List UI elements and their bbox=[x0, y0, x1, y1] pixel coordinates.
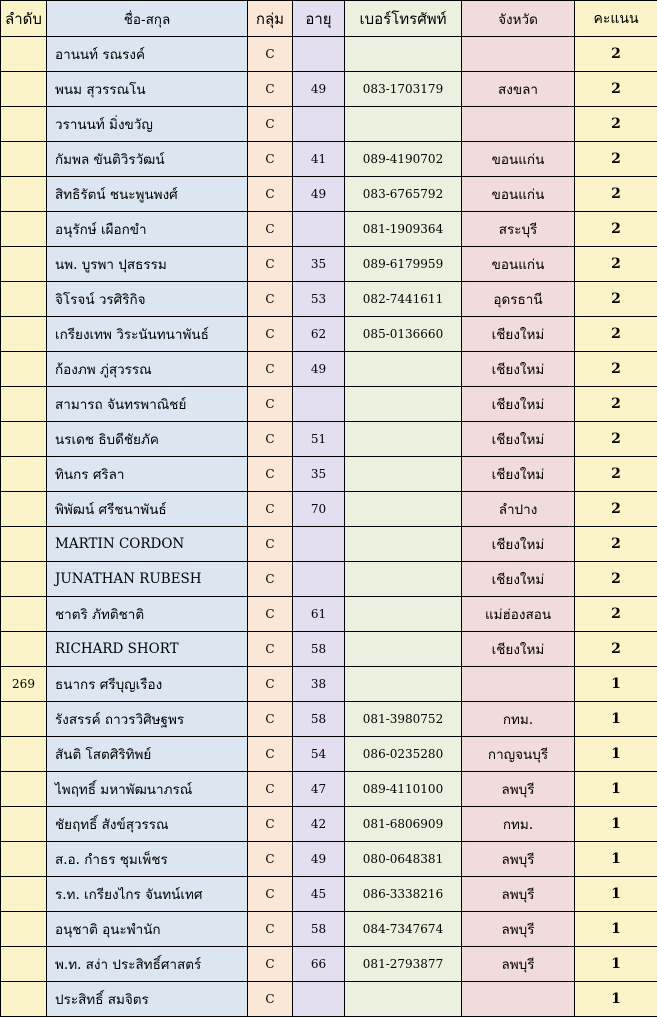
table-row bbox=[1, 72, 657, 107]
score-cell: 1 bbox=[575, 807, 657, 842]
province-cell bbox=[462, 982, 575, 1017]
phone-cell: 081-1909364 bbox=[345, 212, 462, 247]
name-cell: เกรียงเทพ วิระนันทนาพันธ์ bbox=[47, 317, 248, 352]
phone-cell bbox=[345, 352, 462, 387]
name-cell: JUNATHAN RUBESH bbox=[47, 562, 248, 597]
row-number-cell bbox=[1, 562, 47, 597]
phone-cell bbox=[345, 527, 462, 562]
province-cell bbox=[462, 107, 575, 142]
phone-cell: 080-0648381 bbox=[345, 842, 462, 877]
row-number-cell bbox=[1, 72, 47, 107]
row-number-cell bbox=[1, 317, 47, 352]
group-cell: C bbox=[248, 667, 293, 702]
group-cell: C bbox=[248, 177, 293, 212]
age-cell bbox=[293, 527, 345, 562]
score-cell: 1 bbox=[575, 667, 657, 702]
row-number-cell bbox=[1, 107, 47, 142]
row-number-cell bbox=[1, 527, 47, 562]
score-cell: 2 bbox=[575, 457, 657, 492]
score-cell: 1 bbox=[575, 877, 657, 912]
phone-cell: 083-6765792 bbox=[345, 177, 462, 212]
group-cell: C bbox=[248, 912, 293, 947]
table-row bbox=[1, 492, 657, 527]
province-cell: สงขลา bbox=[462, 72, 575, 107]
score-cell: 2 bbox=[575, 177, 657, 212]
table-row bbox=[1, 422, 657, 457]
name-cell: ธนากร ศรีบุญเรือง bbox=[47, 667, 248, 702]
score-cell: 1 bbox=[575, 737, 657, 772]
province-cell: เชียงใหม่ bbox=[462, 632, 575, 667]
province-cell: เชียงใหม่ bbox=[462, 317, 575, 352]
row-number-cell bbox=[1, 212, 47, 247]
row-number-cell bbox=[1, 982, 47, 1017]
province-cell: เชียงใหม่ bbox=[462, 457, 575, 492]
table-body bbox=[1, 37, 657, 1017]
province-cell: เชียงใหม่ bbox=[462, 562, 575, 597]
phone-cell bbox=[345, 107, 462, 142]
name-cell: รังสรรค์ ถาวรวิศิษฐพร bbox=[47, 702, 248, 737]
group-cell: C bbox=[248, 142, 293, 177]
row-number-cell bbox=[1, 352, 47, 387]
row-number-cell bbox=[1, 912, 47, 947]
group-cell: C bbox=[248, 702, 293, 737]
phone-cell bbox=[345, 632, 462, 667]
province-cell: ลพบุรี bbox=[462, 772, 575, 807]
age-cell: 53 bbox=[293, 282, 345, 317]
age-cell bbox=[293, 37, 345, 72]
table-row bbox=[1, 107, 657, 142]
age-cell bbox=[293, 562, 345, 597]
group-cell: C bbox=[248, 562, 293, 597]
score-cell: 1 bbox=[575, 772, 657, 807]
phone-cell: 085-0136660 bbox=[345, 317, 462, 352]
name-cell: นรเดช ธิบดีชัยภัค bbox=[47, 422, 248, 457]
score-cell: 2 bbox=[575, 107, 657, 142]
age-cell bbox=[293, 212, 345, 247]
table-row bbox=[1, 562, 657, 597]
name-cell: กัมพล ขันติวิรวัฒน์ bbox=[47, 142, 248, 177]
phone-cell: 081-6806909 bbox=[345, 807, 462, 842]
province-cell: อุดรธานี bbox=[462, 282, 575, 317]
score-cell: 2 bbox=[575, 562, 657, 597]
group-cell: C bbox=[248, 492, 293, 527]
score-cell: 1 bbox=[575, 842, 657, 877]
row-number-cell bbox=[1, 597, 47, 632]
table-row bbox=[1, 737, 657, 772]
row-number-cell bbox=[1, 702, 47, 737]
table-row bbox=[1, 212, 657, 247]
row-number-cell bbox=[1, 387, 47, 422]
age-cell bbox=[293, 107, 345, 142]
province-cell: ลพบุรี bbox=[462, 877, 575, 912]
group-cell: C bbox=[248, 807, 293, 842]
table-row bbox=[1, 527, 657, 562]
header-group: กลุ่ม bbox=[248, 1, 293, 37]
header-no: ลำดับ bbox=[1, 1, 47, 37]
group-cell: C bbox=[248, 352, 293, 387]
phone-cell bbox=[345, 37, 462, 72]
phone-cell bbox=[345, 422, 462, 457]
province-cell: กาญจนบุรี bbox=[462, 737, 575, 772]
row-number-cell bbox=[1, 457, 47, 492]
group-cell: C bbox=[248, 212, 293, 247]
name-cell: พนม สุวรรณโน bbox=[47, 72, 248, 107]
phone-cell bbox=[345, 492, 462, 527]
province-cell bbox=[462, 37, 575, 72]
phone-cell: 086-3338216 bbox=[345, 877, 462, 912]
row-number-cell bbox=[1, 737, 47, 772]
score-cell: 2 bbox=[575, 352, 657, 387]
row-number-cell bbox=[1, 247, 47, 282]
name-cell: ชัยฤทธิ์ สังข์สุวรรณ bbox=[47, 807, 248, 842]
table-row bbox=[1, 702, 657, 737]
age-cell: 66 bbox=[293, 947, 345, 982]
age-cell bbox=[293, 387, 345, 422]
phone-cell bbox=[345, 387, 462, 422]
province-cell: เชียงใหม่ bbox=[462, 422, 575, 457]
name-cell: ทินกร ศริลา bbox=[47, 457, 248, 492]
table-row bbox=[1, 632, 657, 667]
group-cell: C bbox=[248, 597, 293, 632]
province-cell: ขอนแก่น bbox=[462, 247, 575, 282]
table-row bbox=[1, 387, 657, 422]
age-cell: 49 bbox=[293, 177, 345, 212]
score-cell: 2 bbox=[575, 422, 657, 457]
header-province: จังหวัด bbox=[462, 1, 575, 37]
table-row bbox=[1, 772, 657, 807]
province-cell: กทม. bbox=[462, 807, 575, 842]
age-cell: 38 bbox=[293, 667, 345, 702]
group-cell: C bbox=[248, 842, 293, 877]
score-cell: 1 bbox=[575, 982, 657, 1017]
row-number-cell bbox=[1, 947, 47, 982]
score-cell: 2 bbox=[575, 632, 657, 667]
name-cell: MARTIN CORDON bbox=[47, 527, 248, 562]
header-row bbox=[1, 1, 657, 37]
group-cell: C bbox=[248, 527, 293, 562]
row-number-cell bbox=[1, 492, 47, 527]
header-score: คะแนน bbox=[575, 1, 657, 37]
province-cell: ลำปาง bbox=[462, 492, 575, 527]
score-cell: 2 bbox=[575, 282, 657, 317]
group-cell: C bbox=[248, 317, 293, 352]
phone-cell: 089-4110100 bbox=[345, 772, 462, 807]
table-row bbox=[1, 352, 657, 387]
province-cell: แม่ฮ่องสอน bbox=[462, 597, 575, 632]
age-cell: 49 bbox=[293, 842, 345, 877]
group-cell: C bbox=[248, 107, 293, 142]
phone-cell: 081-3980752 bbox=[345, 702, 462, 737]
age-cell: 42 bbox=[293, 807, 345, 842]
phone-cell: 083-1703179 bbox=[345, 72, 462, 107]
group-cell: C bbox=[248, 387, 293, 422]
name-cell: ส.อ. กำธร ชุมเพ็ชร bbox=[47, 842, 248, 877]
table-row bbox=[1, 597, 657, 632]
table-row bbox=[1, 667, 657, 702]
group-cell: C bbox=[248, 632, 293, 667]
name-cell: อนุชาติ อุนะพำนัก bbox=[47, 912, 248, 947]
table-row bbox=[1, 247, 657, 282]
age-cell: 51 bbox=[293, 422, 345, 457]
name-cell: สันติ โสตศิริทิพย์ bbox=[47, 737, 248, 772]
group-cell: C bbox=[248, 247, 293, 282]
province-cell: สระบุรี bbox=[462, 212, 575, 247]
table-row bbox=[1, 912, 657, 947]
phone-cell: 082-7441611 bbox=[345, 282, 462, 317]
name-cell: ร.ท. เกรียงไกร จันทน์เทศ bbox=[47, 877, 248, 912]
phone-cell: 081-2793877 bbox=[345, 947, 462, 982]
province-cell: กทม. bbox=[462, 702, 575, 737]
name-cell: ชาตริ ภัทติชาติ bbox=[47, 597, 248, 632]
age-cell: 62 bbox=[293, 317, 345, 352]
age-cell bbox=[293, 982, 345, 1017]
phone-cell: 084-7347674 bbox=[345, 912, 462, 947]
group-cell: C bbox=[248, 37, 293, 72]
score-cell: 2 bbox=[575, 492, 657, 527]
age-cell: 58 bbox=[293, 632, 345, 667]
phone-cell: 086-0235280 bbox=[345, 737, 462, 772]
table-row bbox=[1, 142, 657, 177]
score-cell: 2 bbox=[575, 247, 657, 282]
age-cell: 47 bbox=[293, 772, 345, 807]
age-cell: 70 bbox=[293, 492, 345, 527]
row-number-cell bbox=[1, 772, 47, 807]
phone-cell: 089-6179959 bbox=[345, 247, 462, 282]
row-number-cell bbox=[1, 142, 47, 177]
score-cell: 2 bbox=[575, 317, 657, 352]
table-row bbox=[1, 947, 657, 982]
row-number-cell bbox=[1, 807, 47, 842]
table-row bbox=[1, 282, 657, 317]
age-cell: 61 bbox=[293, 597, 345, 632]
row-number-cell bbox=[1, 282, 47, 317]
table-row bbox=[1, 807, 657, 842]
score-cell: 1 bbox=[575, 947, 657, 982]
score-cell: 2 bbox=[575, 72, 657, 107]
name-cell: ก้องภพ ภู่สุวรรณ bbox=[47, 352, 248, 387]
province-cell: ลพบุรี bbox=[462, 912, 575, 947]
score-cell: 2 bbox=[575, 387, 657, 422]
score-cell: 2 bbox=[575, 597, 657, 632]
name-cell: นพ. บูรพา ปุสธรรม bbox=[47, 247, 248, 282]
header-age: อายุ bbox=[293, 1, 345, 37]
score-cell: 2 bbox=[575, 142, 657, 177]
name-cell: อนุรักษ์ เผือกขำ bbox=[47, 212, 248, 247]
name-cell: สามารถ จันทรพาณิชย์ bbox=[47, 387, 248, 422]
row-number-cell bbox=[1, 632, 47, 667]
phone-cell: 089-4190702 bbox=[345, 142, 462, 177]
table-row bbox=[1, 457, 657, 492]
row-number-cell: 269 bbox=[1, 667, 47, 702]
province-cell: ลพบุรี bbox=[462, 947, 575, 982]
group-cell: C bbox=[248, 457, 293, 492]
table-row bbox=[1, 37, 657, 72]
row-number-cell bbox=[1, 842, 47, 877]
age-cell: 58 bbox=[293, 702, 345, 737]
group-cell: C bbox=[248, 982, 293, 1017]
province-cell: เชียงใหม่ bbox=[462, 527, 575, 562]
group-cell: C bbox=[248, 772, 293, 807]
group-cell: C bbox=[248, 947, 293, 982]
score-cell: 2 bbox=[575, 37, 657, 72]
age-cell: 35 bbox=[293, 247, 345, 282]
name-cell: พ.ท. สง่า ประสิทธิ์ศาสตร์ bbox=[47, 947, 248, 982]
table-row bbox=[1, 317, 657, 352]
score-cell: 1 bbox=[575, 702, 657, 737]
table-row bbox=[1, 877, 657, 912]
score-cell: 2 bbox=[575, 527, 657, 562]
phone-cell bbox=[345, 667, 462, 702]
age-cell: 49 bbox=[293, 352, 345, 387]
phone-cell bbox=[345, 457, 462, 492]
table-row bbox=[1, 982, 657, 1017]
score-cell: 2 bbox=[575, 212, 657, 247]
province-cell: เชียงใหม่ bbox=[462, 352, 575, 387]
row-number-cell bbox=[1, 177, 47, 212]
name-cell: พิพัฒน์ ศรีชนาพันธ์ bbox=[47, 492, 248, 527]
name-cell: ไพฤทธิ์ มหาพัฒนาภรณ์ bbox=[47, 772, 248, 807]
table-row bbox=[1, 177, 657, 212]
age-cell: 49 bbox=[293, 72, 345, 107]
header-phone: เบอร์โทรศัพท์ bbox=[345, 1, 462, 37]
age-cell: 54 bbox=[293, 737, 345, 772]
phone-cell bbox=[345, 982, 462, 1017]
age-cell: 58 bbox=[293, 912, 345, 947]
score-cell: 1 bbox=[575, 912, 657, 947]
name-cell: จิโรจน์ วรศิริกิจ bbox=[47, 282, 248, 317]
group-cell: C bbox=[248, 72, 293, 107]
phone-cell bbox=[345, 562, 462, 597]
group-cell: C bbox=[248, 282, 293, 317]
group-cell: C bbox=[248, 877, 293, 912]
name-cell: RICHARD SHORT bbox=[47, 632, 248, 667]
province-cell: ลพบุรี bbox=[462, 842, 575, 877]
group-cell: C bbox=[248, 422, 293, 457]
name-cell: อานนท์ รณรงค์ bbox=[47, 37, 248, 72]
row-number-cell bbox=[1, 37, 47, 72]
province-cell: ขอนแก่น bbox=[462, 177, 575, 212]
province-cell: เชียงใหม่ bbox=[462, 387, 575, 422]
phone-cell bbox=[345, 597, 462, 632]
row-number-cell bbox=[1, 877, 47, 912]
group-cell: C bbox=[248, 737, 293, 772]
name-cell: ประสิทธิ์ สมจิตร bbox=[47, 982, 248, 1017]
table-row bbox=[1, 842, 657, 877]
name-cell: วรานนท์ มิ่งขวัญ bbox=[47, 107, 248, 142]
header-name: ชื่อ-สกุล bbox=[47, 1, 248, 37]
name-cell: สิทธิรัตน์ ชนะพูนพงศ์ bbox=[47, 177, 248, 212]
province-cell: ขอนแก่น bbox=[462, 142, 575, 177]
row-number-cell bbox=[1, 422, 47, 457]
province-cell bbox=[462, 667, 575, 702]
age-cell: 35 bbox=[293, 457, 345, 492]
age-cell: 41 bbox=[293, 142, 345, 177]
age-cell: 45 bbox=[293, 877, 345, 912]
